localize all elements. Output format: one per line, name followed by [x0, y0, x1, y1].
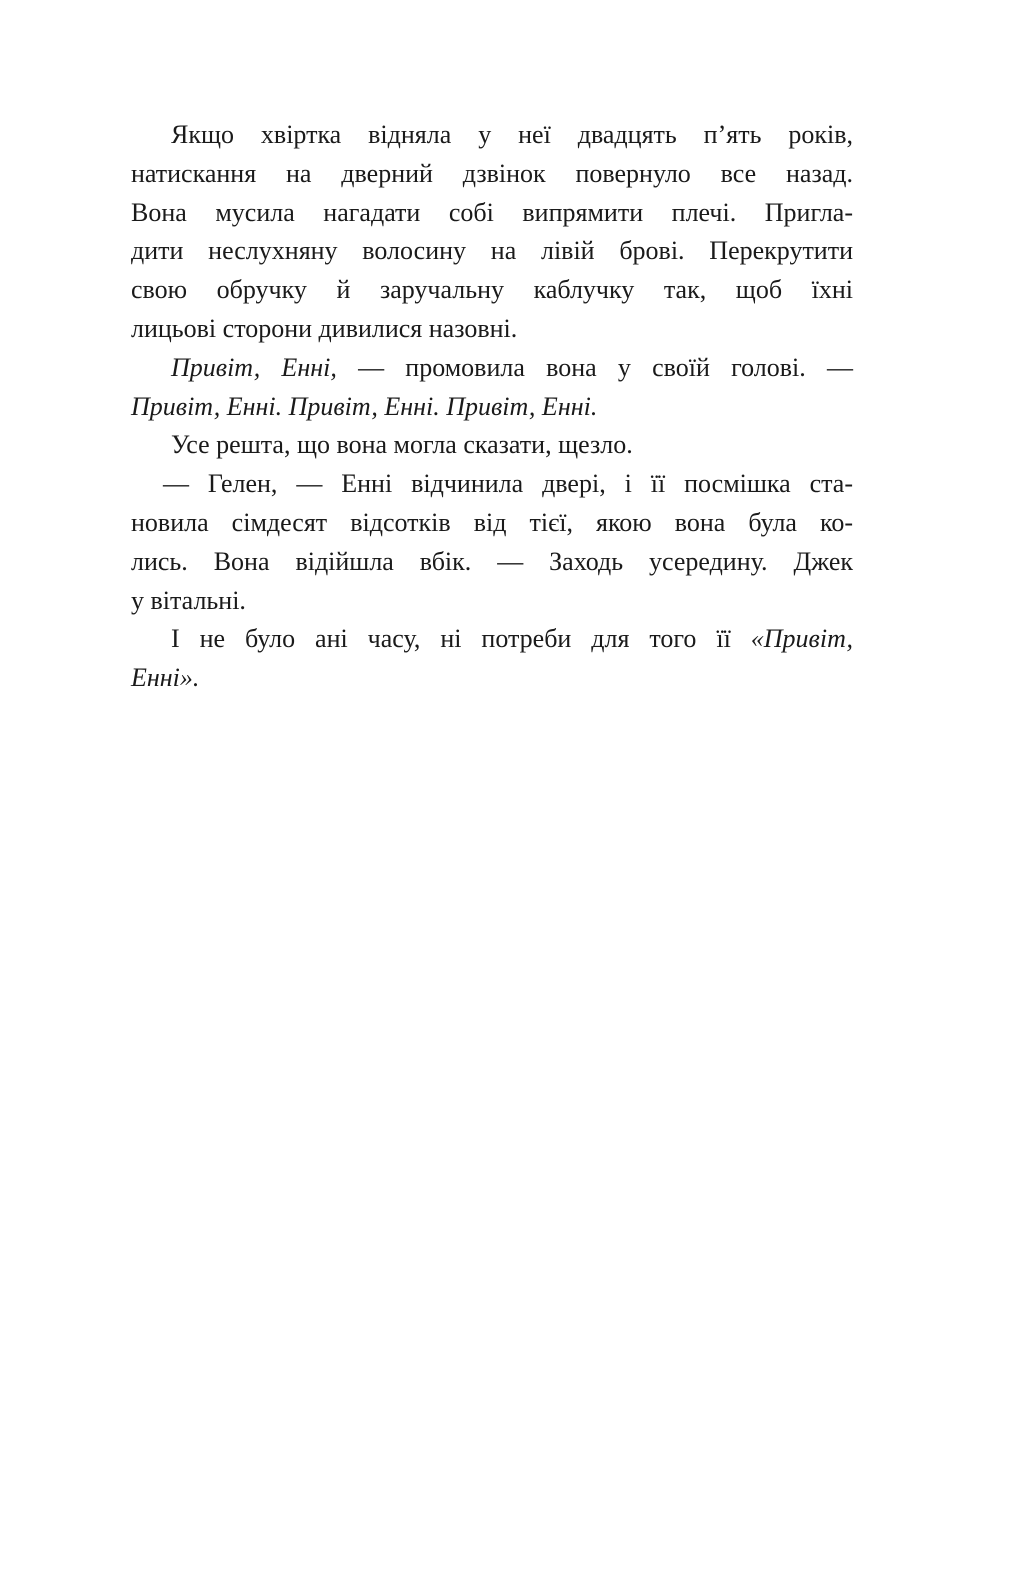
text-segment: натискання на дверний дзвінок повернуло все назад. — [131, 158, 853, 188]
italic-text: «Привіт, — [750, 624, 853, 654]
text-line — [131, 426, 853, 465]
text-line — [131, 194, 853, 233]
text-segment: — Гелен, — Енні відчинила двері, і її посмішка ста- — [163, 469, 853, 499]
page-body-text — [131, 116, 853, 698]
text-segment: у вітальні. — [131, 585, 246, 615]
text-line — [131, 543, 853, 582]
text-line — [131, 155, 853, 194]
text-line — [131, 582, 853, 621]
text-line — [131, 620, 853, 659]
text-segment: лицьові сторони дивилися назовні. — [131, 313, 518, 343]
text-line — [131, 465, 853, 504]
text-segment: Усе решта, що вона могла сказати, щезло. — [171, 430, 633, 460]
text-segment: І не було ані часу, ні потреби для того її — [171, 624, 751, 654]
text-segment: Якщо хвіртка відняла у неї двадцять п’ять років, — [171, 120, 853, 149]
italic-text: Привіт, Енні. Привіт, Енні. Привіт, Енні. — [131, 391, 598, 421]
text-segment: лись. Вона відійшла вбік. — Заходь усередину. Джек — [131, 546, 853, 576]
text-segment: — промовила вона у своїй голові. — — [336, 352, 853, 382]
text-line — [131, 388, 853, 427]
text-line — [131, 349, 853, 388]
italic-text: Привіт, Енні, — [171, 352, 337, 382]
text-line — [131, 116, 853, 155]
text-segment: дити неслухняну волосину на лівій брові. Перекрутити — [131, 236, 853, 266]
italic-text: Енні». — [131, 663, 200, 693]
text-line — [131, 232, 853, 271]
text-segment: свою обручку й заручальну каблучку так, щоб їхні — [131, 275, 853, 305]
text-segment: новила сімдесят відсотків від тієї, якою вона була ко- — [131, 507, 853, 537]
text-line — [131, 271, 853, 310]
text-segment: Вона мусила нагадати собі випрямити плечі. Пригла- — [131, 197, 853, 227]
text-line — [131, 310, 853, 349]
text-line — [131, 504, 853, 543]
text-line — [131, 659, 853, 698]
